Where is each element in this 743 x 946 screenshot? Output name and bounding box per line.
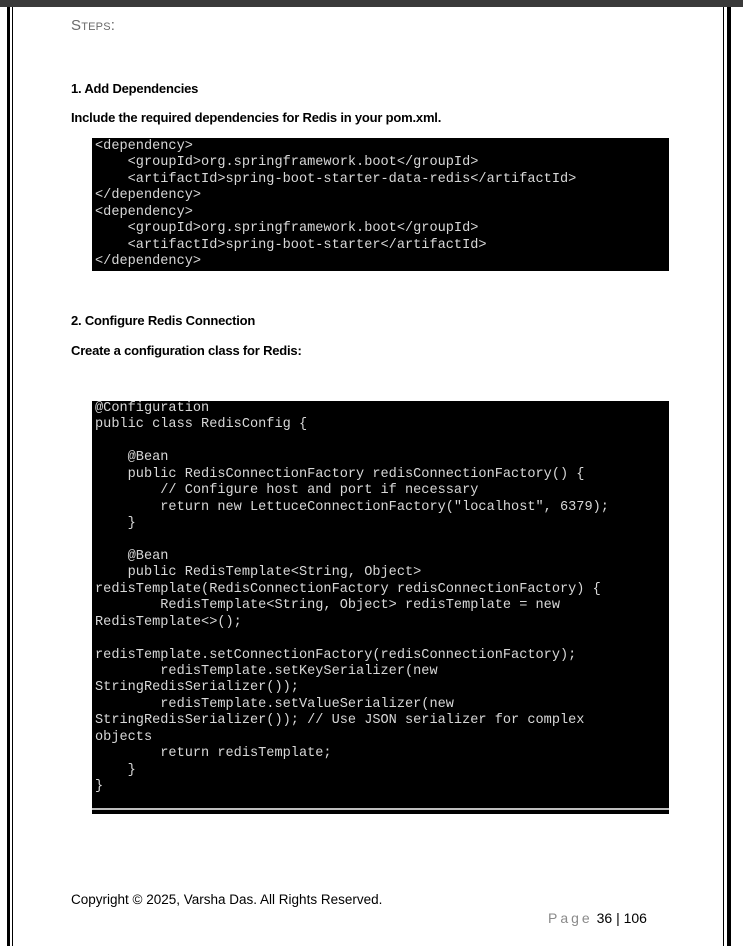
code-line: <dependency>	[95, 204, 193, 220]
code-line: <groupId>org.springframework.boot</groupId>	[95, 221, 479, 237]
code-line: public RedisTemplate<String, Object>	[95, 565, 422, 581]
page-current: 36	[596, 910, 613, 926]
code-line: redisTemplate.setKeySerializer(new	[95, 664, 438, 679]
code-line: StringRedisSerializer()); // Use JSON serializer for complex	[95, 713, 585, 729]
code-line: }	[95, 762, 136, 778]
code-line: redisTemplate.setValueSerializer(new	[95, 696, 454, 712]
page-border-right-thin	[723, 7, 724, 946]
code-line: </dependency>	[95, 188, 202, 204]
code-line: <artifactId>spring-boot-starter</artifactId>	[95, 237, 487, 253]
code-line: @Bean	[95, 548, 169, 564]
page-border-left-thick	[7, 7, 10, 946]
page-border-left-thin	[12, 7, 13, 946]
code-line: @Configuration	[95, 401, 210, 416]
code-line: public RedisConnectionFactory redisConnectionFactory() {	[95, 466, 585, 482]
code-line: StringRedisSerializer());	[95, 680, 299, 696]
steps-label: Steps:	[71, 17, 116, 34]
code-line: redisTemplate(RedisConnectionFactory redisConnectionFactory) {	[95, 581, 601, 597]
code-line: }	[95, 779, 104, 795]
section2-heading: 2. Configure Redis Connection	[71, 313, 256, 328]
code-line: @Bean	[95, 450, 169, 466]
code-line: RedisTemplate<String, Object> redisTemplate = new	[95, 598, 560, 614]
code-block-redis-config	[92, 401, 669, 807]
code-line: return new LettuceConnectionFactory("localhost", 6379);	[95, 499, 609, 515]
code-line: <dependency>	[95, 139, 193, 154]
code-line: <artifactId>spring-boot-starter-data-redis</artifactId>	[95, 171, 577, 187]
code-line: <groupId>org.springframework.boot</groupId>	[95, 155, 479, 171]
copyright-notice: Copyright © 2025, Varsha Das. All Rights Reserved.	[71, 892, 383, 907]
section1-heading: 1. Add Dependencies	[71, 81, 199, 96]
section2-intro: Create a configuration class for Redis:	[71, 343, 302, 358]
page-number	[548, 910, 647, 926]
code-line: redisTemplate.setConnectionFactory(redisConnectionFactory);	[95, 647, 577, 663]
code-block-dependencies	[92, 138, 669, 271]
code-line: objects	[95, 729, 153, 745]
code-line: return redisTemplate;	[95, 746, 332, 762]
code-line: RedisTemplate<>();	[95, 614, 242, 630]
code-line: </dependency>	[95, 254, 202, 270]
code-line	[95, 631, 669, 647]
top-bar	[0, 0, 743, 7]
page-border-right-thick	[727, 7, 731, 946]
page-word: Page	[548, 910, 593, 926]
code-line	[95, 533, 669, 549]
code-line: }	[95, 516, 136, 532]
code-line	[95, 434, 669, 450]
page-total: 106	[623, 910, 647, 926]
page-separator: |	[616, 910, 620, 926]
code-line: // Configure host and port if necessary	[95, 483, 479, 499]
section1-intro: Include the required dependencies for Redis in your pom.xml.	[71, 110, 442, 125]
code-line: public class RedisConfig {	[95, 417, 308, 433]
code-block-bottom-rule	[92, 807, 669, 814]
